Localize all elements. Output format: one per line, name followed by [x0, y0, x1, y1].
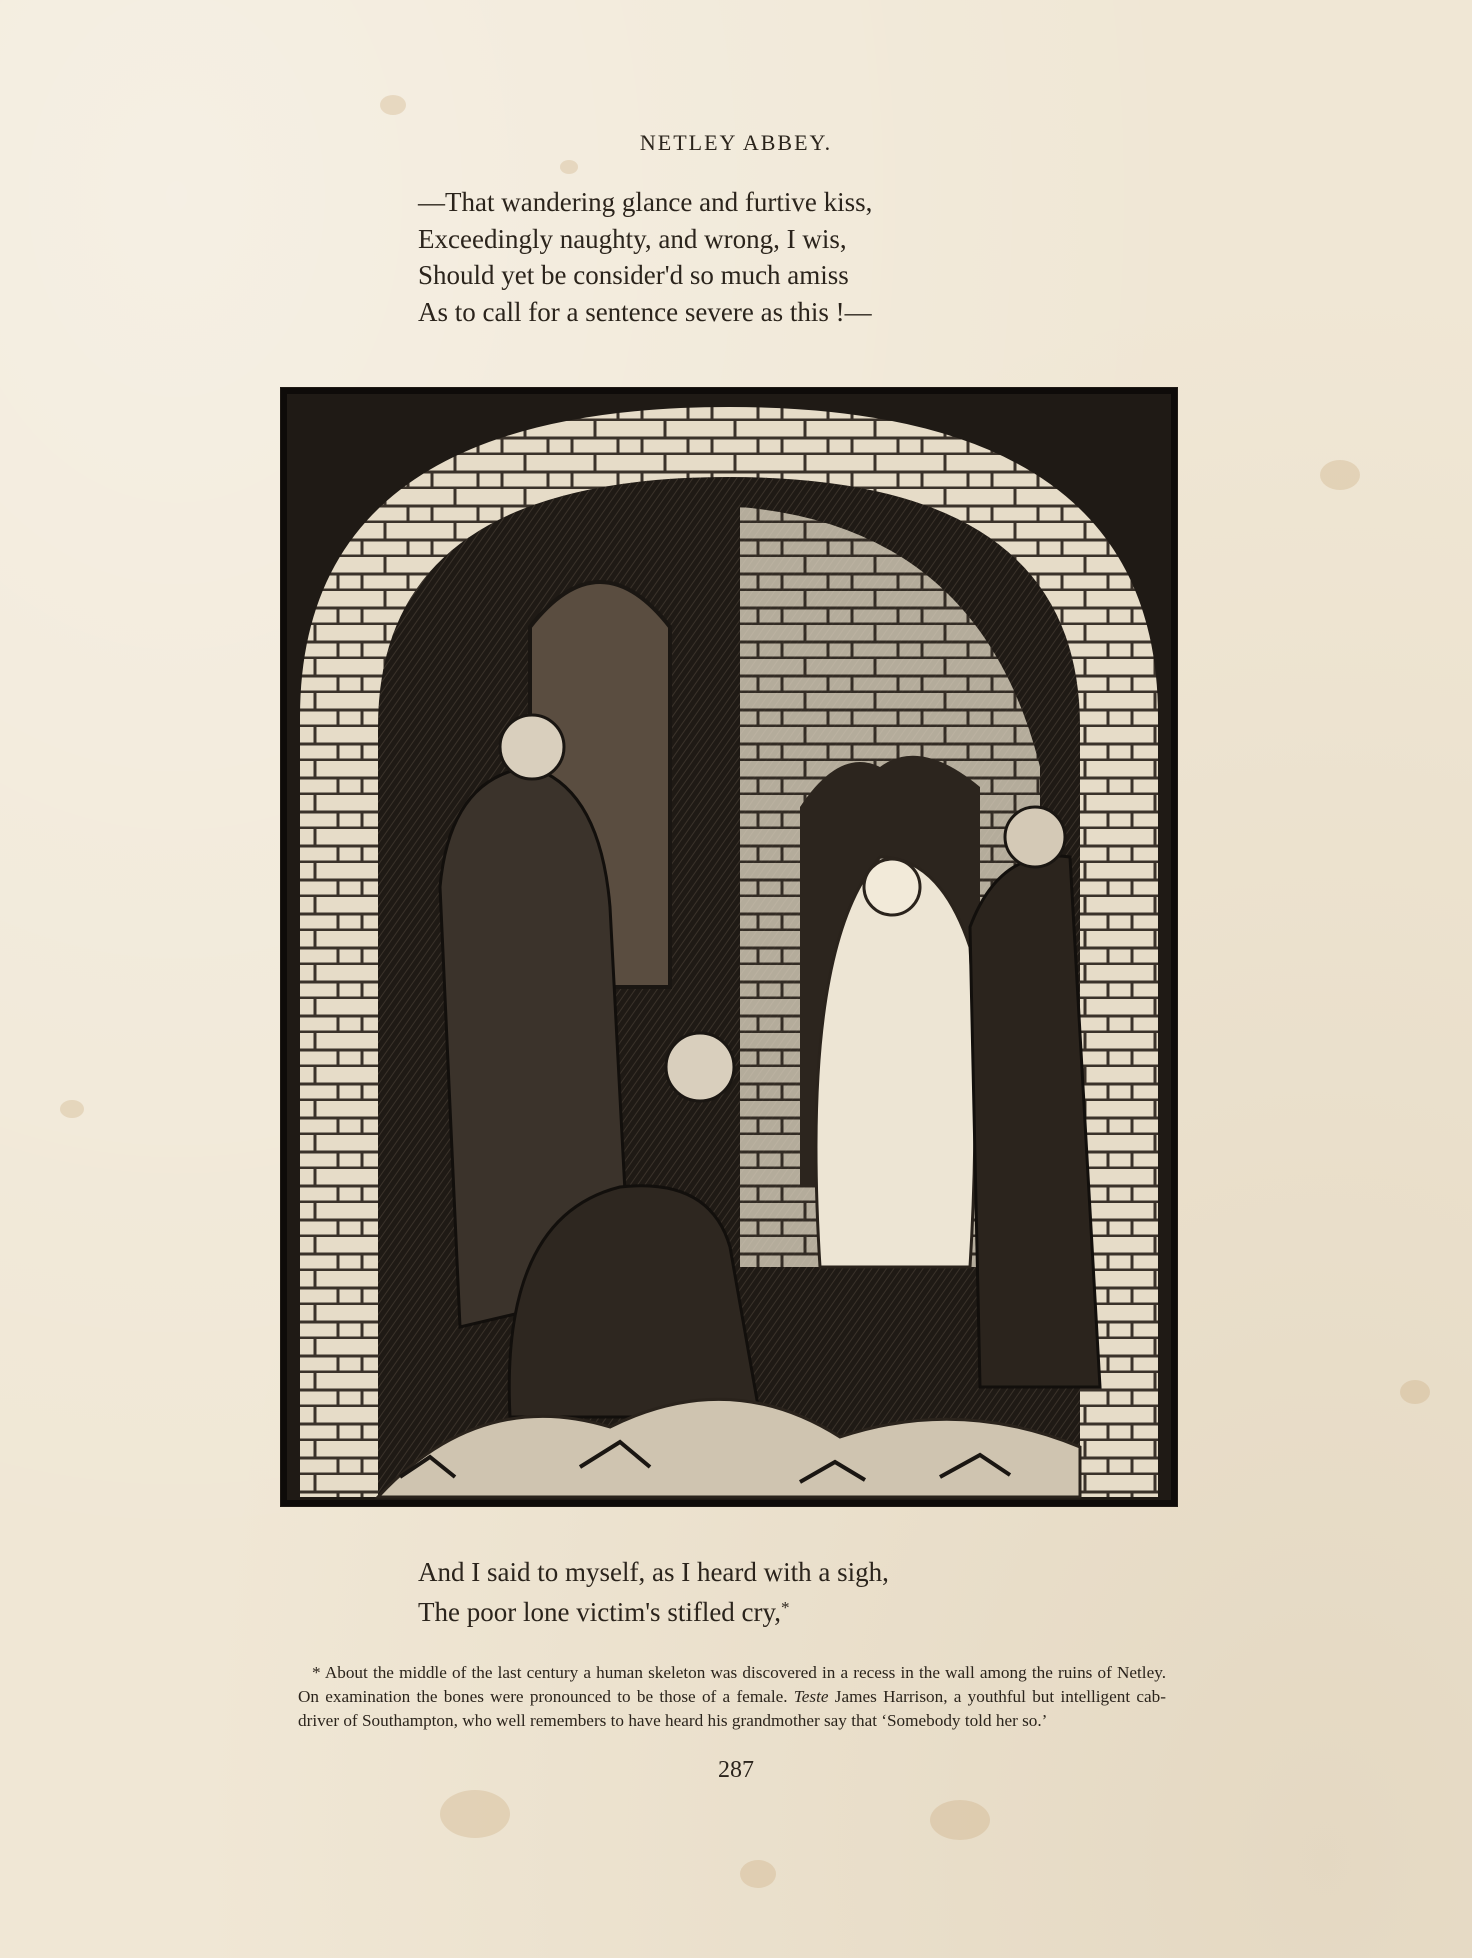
foxing-spot	[740, 1860, 776, 1888]
page-number: 287	[718, 1757, 754, 1783]
verse-text: The poor lone victim's stifled cry,	[418, 1597, 782, 1627]
verse-line: And I said to myself, as I heard with a sigh,	[418, 1557, 889, 1587]
foxing-spot	[930, 1800, 990, 1840]
running-head: NETLEY ABBEY.	[639, 130, 833, 155]
footnote-reference: *	[781, 1598, 790, 1617]
verse-line: Exceedingly naughty, and wrong, I wis,	[418, 223, 847, 254]
verse-line: As to call for a sentence severe as this !—	[418, 296, 872, 327]
footnote-italic: Teste	[793, 1687, 829, 1706]
foxing-spot	[560, 160, 578, 174]
engraving-illustration	[280, 387, 1178, 1507]
footnote	[298, 1661, 1166, 1733]
footnote-marker: *	[312, 1663, 321, 1682]
foxing-spot	[440, 1790, 510, 1838]
stanza-bottom	[418, 1554, 1118, 1630]
foxing-spot	[60, 1100, 84, 1118]
footnote-text: James Harrison, a youthful but intelligent cab-driver of Southampton, who well remembers to have heard his grandmother say that ‘Somebody told her so.’	[298, 1687, 1166, 1730]
foxing-spot	[1320, 460, 1360, 490]
engraving-drawing	[280, 387, 1178, 1507]
stanza-top	[418, 184, 1118, 330]
footnote-text: About the middle of the last century a human skeleton was discovered in a recess in the wall among the ruins of Netley. On examination the bones were pronounced to be those of a female.	[298, 1663, 1166, 1706]
foxing-spot	[380, 95, 406, 115]
verse-line	[418, 1590, 1118, 1630]
verse-line: Should yet be consider'd so much amiss	[418, 260, 849, 290]
footnote-paragraph	[298, 1661, 1166, 1733]
verse-line: —That wandering glance and furtive kiss,	[418, 187, 873, 217]
foxing-spot	[1400, 1380, 1430, 1404]
